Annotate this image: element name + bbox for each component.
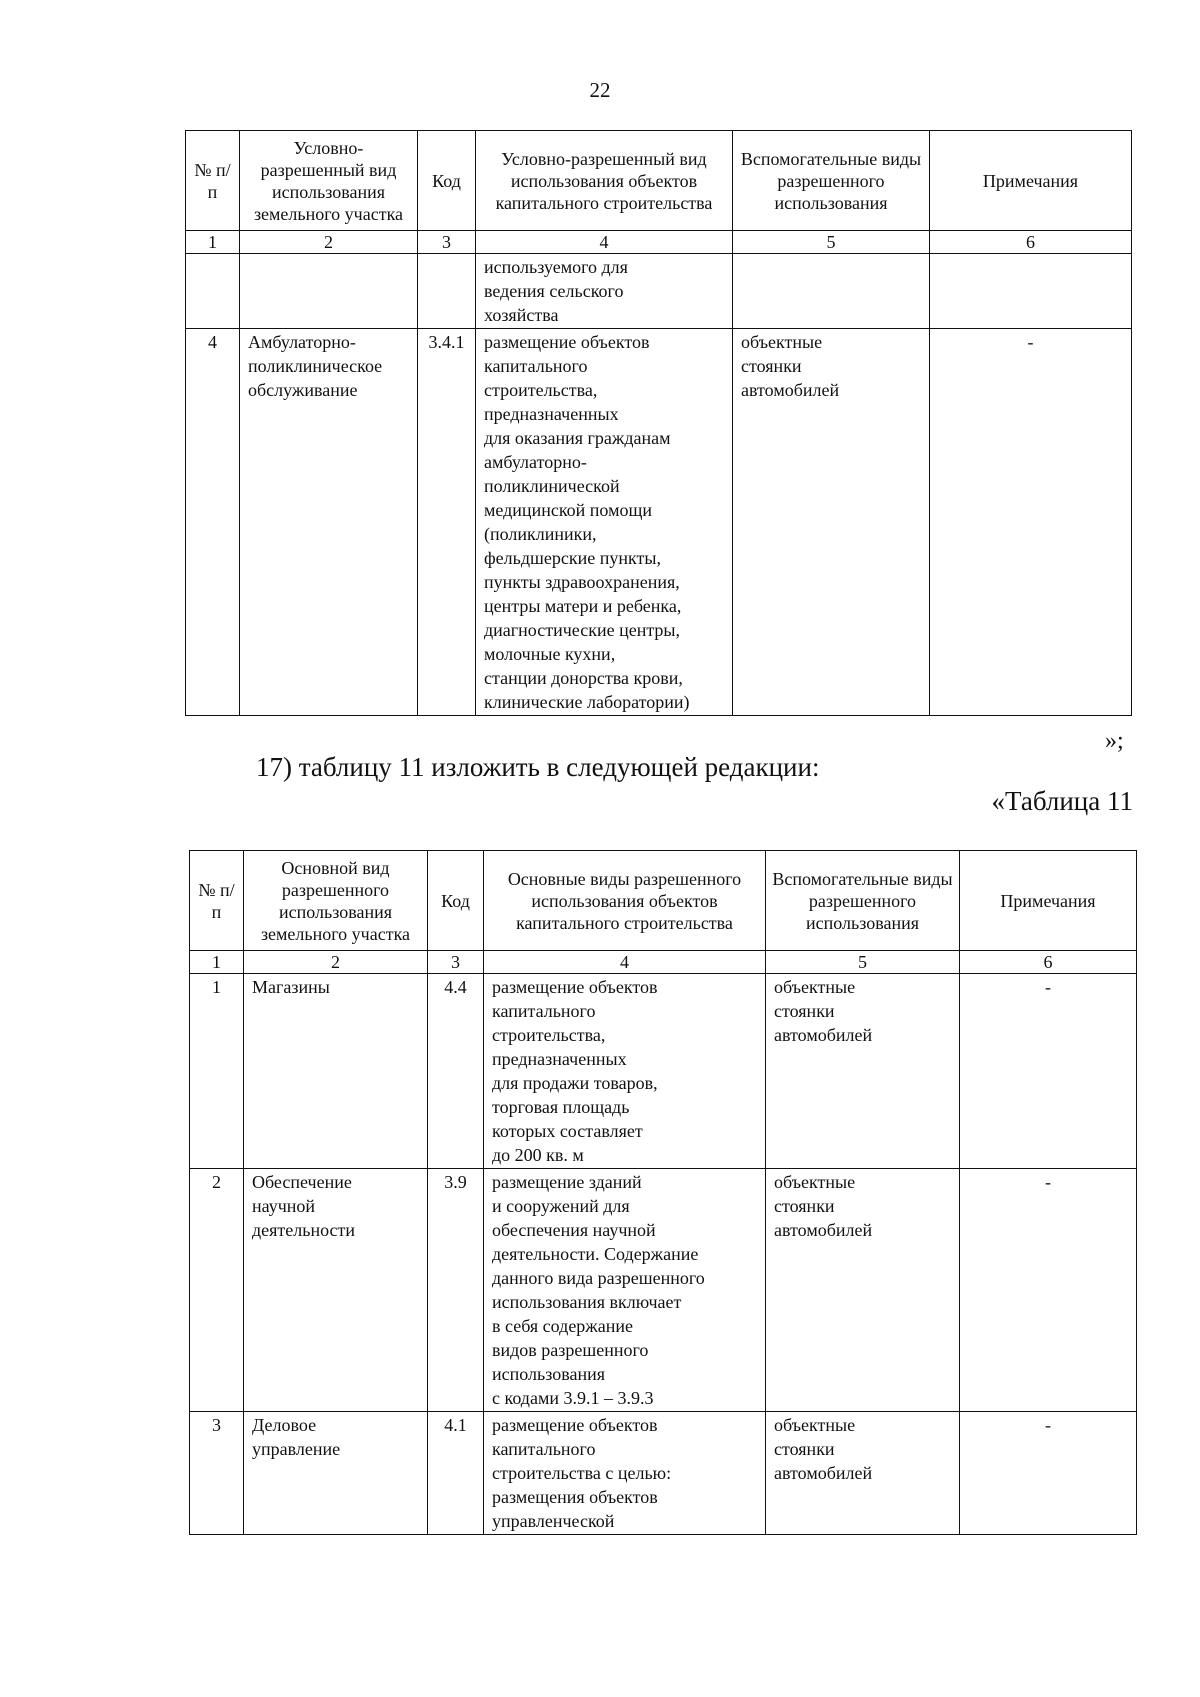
col-number: 6 [930, 231, 1132, 254]
table-caption: «Таблица 11 [991, 786, 1133, 816]
row-code: 4.1 [428, 1412, 484, 1535]
row-auxiliary: объектные стоянки автомобилей [733, 329, 930, 716]
header-num: № п/п [190, 851, 244, 951]
row-land-use: Обеспечение научной деятельности [244, 1169, 428, 1412]
row-land-use: Деловое управление [244, 1412, 428, 1535]
row-code: 3.9 [428, 1169, 484, 1412]
header-code: Код [428, 851, 484, 951]
row-num: 3 [190, 1412, 244, 1535]
row-notes: - [960, 1169, 1137, 1412]
header-building-use: Основные виды разрешенного использования объектов капитального строительства [484, 851, 766, 951]
row-notes: - [960, 1412, 1137, 1535]
col-number: 4 [476, 231, 733, 254]
row-num: 1 [190, 974, 244, 1169]
row-description: используемого для ведения сельского хозяйства [476, 254, 733, 329]
page-number: 22 [589, 78, 611, 102]
row-land-use: Магазины [244, 974, 428, 1169]
row-notes: - [930, 329, 1132, 716]
header-notes: Примечания [960, 851, 1137, 951]
table-header-row [190, 851, 1137, 951]
col-number: 5 [733, 231, 930, 254]
header-auxiliary: Вспомогательные виды разрешенного использования [766, 851, 960, 951]
row-num: 4 [186, 329, 240, 716]
table-conditional-use [185, 130, 1132, 716]
col-number: 1 [186, 231, 240, 254]
row-description: размещение объектов капитального строительства, предназначенных для продажи товаров, торговая площадь которых составляет до 200 кв. м [484, 974, 766, 1169]
col-number: 2 [240, 231, 418, 254]
table-row [190, 1412, 1137, 1535]
row-description: размещение объектов капитального строительства, предназначенных для оказания гражданам амбулаторно- поликлинической медицинской помощи (поликлиники, фельдшерские пункты, пункты здравоохранения, центры матери и ребенка, диагностические центры, молочные кухни, станции донорства крови, клинические лаборатории) [476, 329, 733, 716]
row-auxiliary: объектные стоянки автомобилей [766, 1412, 960, 1535]
col-number: 2 [244, 951, 428, 974]
header-land-use: Условно-разрешенный вид использования земельного участка [240, 131, 418, 231]
row-code: 4.4 [428, 974, 484, 1169]
col-number: 3 [428, 951, 484, 974]
header-code: Код [418, 131, 476, 231]
table-main-use [189, 850, 1137, 1535]
row-auxiliary: объектные стоянки автомобилей [766, 974, 960, 1169]
table-row [186, 329, 1132, 716]
header-num: № п/п [186, 131, 240, 231]
column-number-row [186, 231, 1132, 254]
amendment-instruction: 17) таблицу 11 изложить в следующей редакции: [256, 752, 820, 782]
column-number-row [190, 951, 1137, 974]
table-row [190, 974, 1137, 1169]
col-number: 6 [960, 951, 1137, 974]
col-number: 1 [190, 951, 244, 974]
header-notes: Примечания [930, 131, 1132, 231]
row-num: 2 [190, 1169, 244, 1412]
col-number: 5 [766, 951, 960, 974]
row-notes: - [960, 974, 1137, 1169]
table-header-row [186, 131, 1132, 231]
row-description: размещение объектов капитального строительства с целью: размещения объектов управленческой [484, 1412, 766, 1535]
table-row-continuation [186, 254, 1132, 329]
row-land-use: Амбулаторно- поликлиническое обслуживание [240, 329, 418, 716]
row-code: 3.4.1 [418, 329, 476, 716]
closing-quote: »; [1105, 728, 1124, 754]
row-auxiliary: объектные стоянки автомобилей [766, 1169, 960, 1412]
table-row [190, 1169, 1137, 1412]
col-number: 3 [418, 231, 476, 254]
col-number: 4 [484, 951, 766, 974]
header-land-use: Основной вид разрешенного использования земельного участка [244, 851, 428, 951]
row-description: размещение зданий и сооружений для обеспечения научной деятельности. Содержание данного вида разрешенного использования включает в себя содержание видов разрешенного использования с кодами 3.9.1 – 3.9.3 [484, 1169, 766, 1412]
header-building-use: Условно-разрешенный вид использования объектов капитального строительства [476, 131, 733, 231]
header-auxiliary: Вспомогательные виды разрешенного использования [733, 131, 930, 231]
